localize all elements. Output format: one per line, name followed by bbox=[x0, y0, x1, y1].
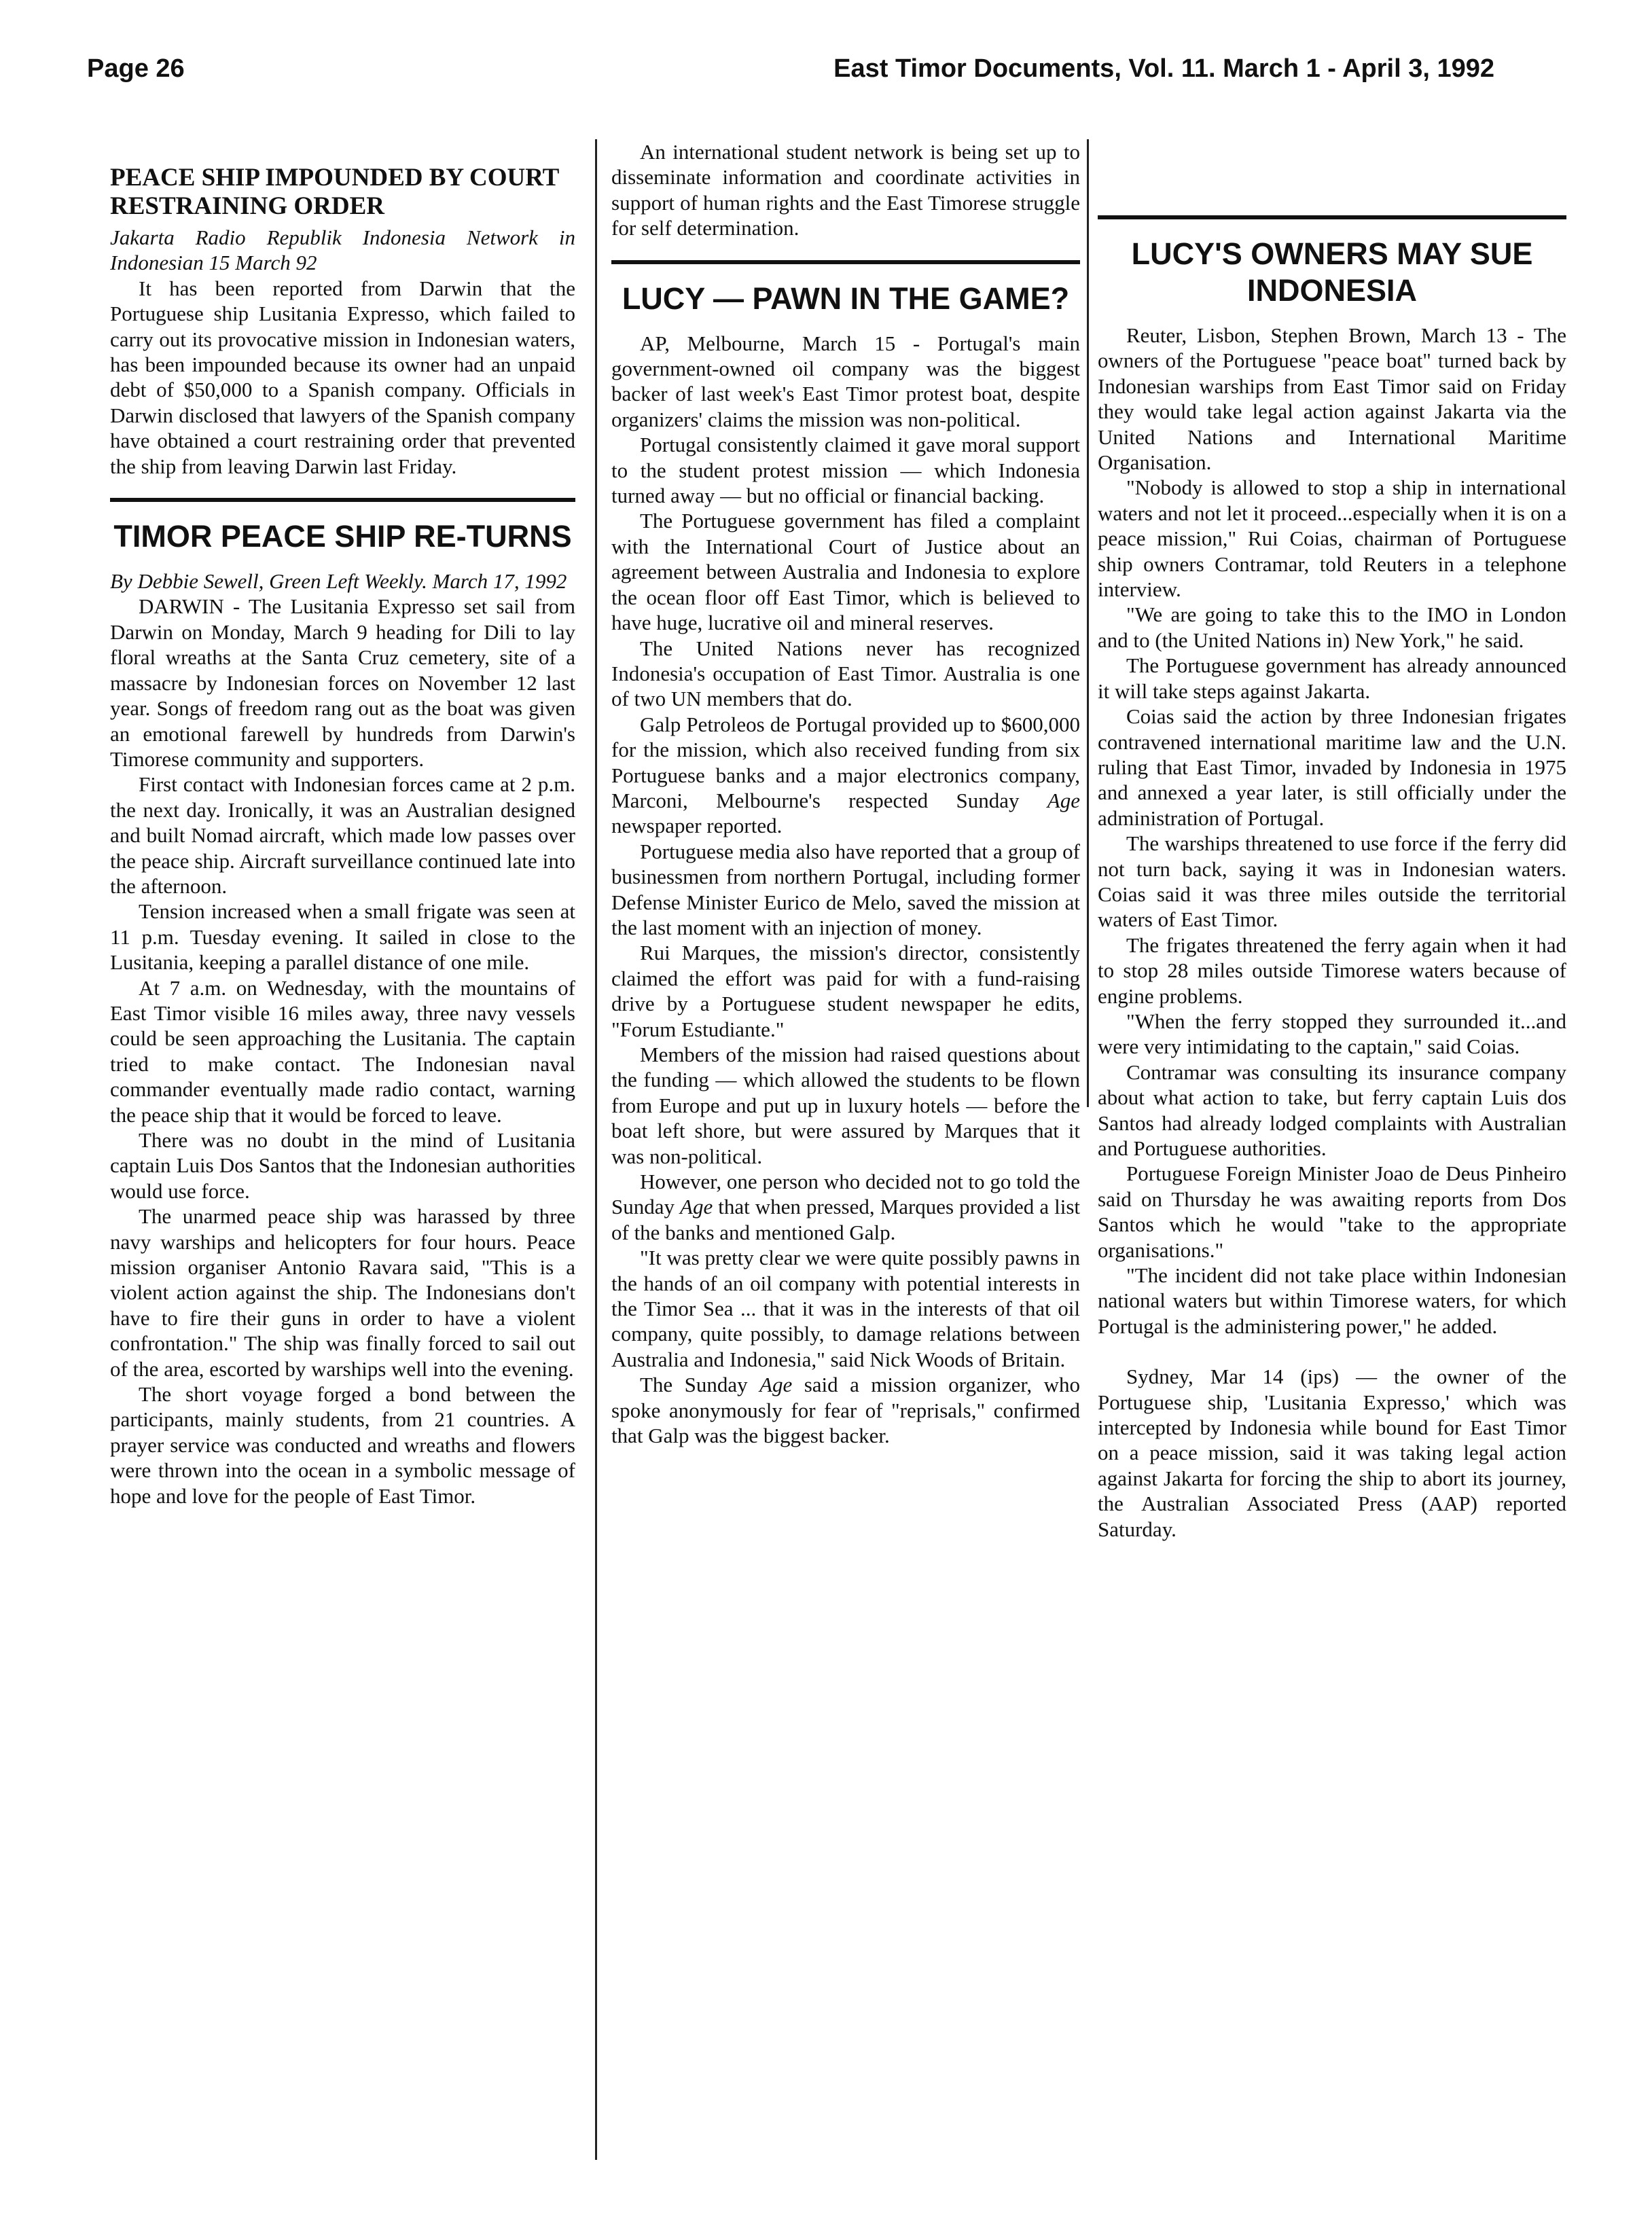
paragraph: The Portuguese government has already announced it will take steps against Jakarta. bbox=[1098, 653, 1566, 703]
paragraph: Contramar was consulting its insurance company about what action to take, but ferry captain Luis dos Santos had already lodged complaints with Australian and Portuguese authorities. bbox=[1098, 1060, 1566, 1160]
paragraph: The Sunday Age said a mission organizer, who spoke anonymously for fear of "reprisals," confirmed that Galp was the biggest backer. bbox=[611, 1373, 1080, 1448]
column-2 bbox=[611, 139, 1080, 2163]
paragraph: The warships threatened to use force if the ferry did not turn back, saying it was in Indonesian waters. Coias said it was three miles outside the territorial waters of East Timor. bbox=[1098, 831, 1566, 932]
paragraph: Tension increased when a small frigate was seen at 11 p.m. Tuesday evening. It sailed in close to the Lusitania, keeping a parallel distance of one mile. bbox=[110, 899, 575, 975]
paragraph: The frigates threatened the ferry again when it had to stop 28 miles outside Timorese waters because of engine problems. bbox=[1098, 933, 1566, 1008]
paragraph: Members of the mission had raised questions about the funding — which allowed the students to be flown from Europe and put up in luxury hotels — before the boat left shore, but were assured by Marques that it was non-political. bbox=[611, 1043, 1080, 1168]
publication-title: East Timor Documents, Vol. 11. March 1 - April 3, 1992 bbox=[833, 54, 1494, 83]
section-rule bbox=[110, 498, 575, 502]
paragraph: Portuguese Foreign Minister Joao de Deus Pinheiro said on Thursday he was awaiting reports from Dos Santos which he would "take to the appropriate organisations." bbox=[1098, 1161, 1566, 1262]
paragraph: Portugal consistently claimed it gave moral support to the student protest mission — which Indonesia turned away — but no official or financial backing. bbox=[611, 433, 1080, 508]
paragraph: Galp Petroleos de Portugal provided up to $600,000 for the mission, which also received funding from six Portuguese banks and a major electronics company, Marconi, Melbourne's respected Sunday Age newspaper reported. bbox=[611, 712, 1080, 838]
paragraph: There was no doubt in the mind of Lusitania captain Luis Dos Santos that the Indonesian authorities would use force. bbox=[110, 1128, 575, 1203]
paragraph: The unarmed peace ship was harassed by three navy warships and helicopters for four hours. Peace mission organiser Antonio Ravara said, "This is a violent action against the ship. The Indonesians don't have to fire their guns in order to have a violent confrontation." The ship was finally forced to sail out of the area, escorted by warships well into the evening. bbox=[110, 1204, 575, 1381]
page-number: Page 26 bbox=[87, 54, 185, 83]
paragraph: Rui Marques, the mission's director, consistently claimed the effort was paid for with a fund-raising drive by a Portuguese student newspaper he edits, "Forum Estudiante." bbox=[611, 941, 1080, 1041]
paragraph: At 7 a.m. on Wednesday, with the mountains of East Timor visible 16 miles away, three navy vessels could be seen approaching the Lusitania. The captain tried to make contact. The Indonesian naval commander eventually made radio contact, warning the peace ship that it would be forced to leave. bbox=[110, 975, 575, 1127]
paragraph: Portuguese media also have reported that a group of businessmen from northern Portugal, including former Defense Minister Eurico de Melo, saved the mission at the last moment with an injection of money. bbox=[611, 839, 1080, 939]
paragraph: However, one person who decided not to go told the Sunday Age that when pressed, Marques provided a list of the banks and mentioned Galp. bbox=[611, 1170, 1080, 1244]
paragraph: Reuter, Lisbon, Stephen Brown, March 13 - The owners of the Portuguese "peace boat" turned back by Indonesian warships from East Timor said on Friday they would take legal action against Jakarta via the United Nations and International Maritime Organisation. bbox=[1098, 323, 1566, 475]
paragraph: DARWIN - The Lusitania Expresso set sail from Darwin on Monday, March 9 heading for Dili to lay floral wreaths at the Santa Cruz cemetery, site of a massacre by Indonesian forces on November 12 last year. Songs of freedom rang out as the boat was given an emotional farewell by hundreds from Darwin's Timorese community and supporters. bbox=[110, 594, 575, 771]
headline-returns: TIMOR PEACE SHIP RE-TURNS bbox=[113, 519, 572, 554]
paragraph: AP, Melbourne, March 15 - Portugal's main government-owned oil company was the biggest backer of last week's East Timor protest boat, despite organizers' claims the mission was non-political. bbox=[611, 331, 1080, 431]
headline-sue: LUCY'S OWNERS MAY SUE INDONESIA bbox=[1131, 236, 1533, 308]
headline-pawn: LUCY — PAWN IN THE GAME? bbox=[622, 281, 1070, 316]
paragraph: The short voyage forged a bond between the participants, mainly students, from 21 countries. A prayer service was conducted and wreaths and flowers were thrown into the ocean in a symbolic message of hope and love for the people of East Timor. bbox=[110, 1382, 575, 1508]
column-1 bbox=[110, 139, 575, 2163]
paragraph: "The incident did not take place within Indonesian national waters but within Timorese waters, for which Portugal is the administering power," he added. bbox=[1098, 1263, 1566, 1338]
paragraph: Coias said the action by three Indonesian frigates contravened international maritime law and the U.N. ruling that East Timor, invaded by Indonesia in 1975 and annexed a year later, is still officially under the administration of Portugal. bbox=[1098, 704, 1566, 830]
paragraph: First contact with Indonesian forces came at 2 p.m. the next day. Ironically, it was an Australian designed and built Nomad aircraft, which made low passes over the peace ship. Aircraft surveillance continued late into the afternoon. bbox=[110, 772, 575, 898]
paragraph: Sydney, Mar 14 (ips) — the owner of the Portuguese ship, 'Lusitania Expresso,' which was intercepted by Indonesia while bound for East Timor on a peace mission, said it was taking legal action against Jakarta for forcing the ship to abort its journey, the Australian Associated Press (AAP) reported Saturday. bbox=[1098, 1365, 1566, 1541]
paragraph: An international student network is being set up to disseminate information and coordinate activities in support of human rights and the East Timorese struggle for self determination. bbox=[611, 140, 1080, 240]
paragraph: The Portuguese government has filed a complaint with the International Court of Justice about an agreement between Australia and Indonesia to explore the ocean floor off East Timor, which is believed to have huge, lucrative oil and mineral reserves. bbox=[611, 509, 1080, 635]
section-rule bbox=[1098, 215, 1566, 219]
source-line: Jakarta Radio Republik Indonesia Network in Indonesian 15 March 92 bbox=[110, 225, 575, 275]
column-3 bbox=[1098, 139, 1566, 2163]
section-rule bbox=[611, 260, 1080, 264]
paragraph: It has been reported from Darwin that the Portuguese ship Lusitania Expresso, which failed to carry out its provocative mission in Indonesian waters, has been impounded because its owner had an unpaid debt of $50,000 to a Spanish company. Officials in Darwin disclosed that lawyers of the Spanish company have obtained a court restraining order that prevented the ship from leaving Darwin last Friday. bbox=[110, 276, 575, 478]
paragraph: "When the ferry stopped they surrounded it...and were very intimidating to the captain," said Coias. bbox=[1098, 1009, 1566, 1059]
column-divider bbox=[595, 139, 597, 2160]
paragraph: "It was pretty clear we were quite possibly pawns in the hands of an oil company with potential interests in the Timor Sea ... that it was in the interests of that oil company, quite possibly, to damage relations between Australia and Indonesia," said Nick Woods of Britain. bbox=[611, 1246, 1080, 1371]
paragraph: "Nobody is allowed to stop a ship in international waters and not let it proceed...especially when it is on a peace mission," Rui Coias, chairman of Portuguese ship owners Contramar, told Reuters in a telephone interview. bbox=[1098, 475, 1566, 602]
column-divider bbox=[1087, 139, 1089, 1107]
paragraph: The United Nations never has recognized Indonesia's occupation of East Timor. Australia is one of two UN members that do. bbox=[611, 636, 1080, 711]
byline: By Debbie Sewell, Green Left Weekly. March 17, 1992 bbox=[110, 569, 567, 594]
headline-impounded: PEACE SHIP IMPOUNDED BY COURT RESTRAINING ORDER bbox=[110, 164, 559, 220]
paragraph: "We are going to take this to the IMO in London and to (the United Nations in) New York," he said. bbox=[1098, 602, 1566, 652]
running-head bbox=[0, 49, 1652, 90]
